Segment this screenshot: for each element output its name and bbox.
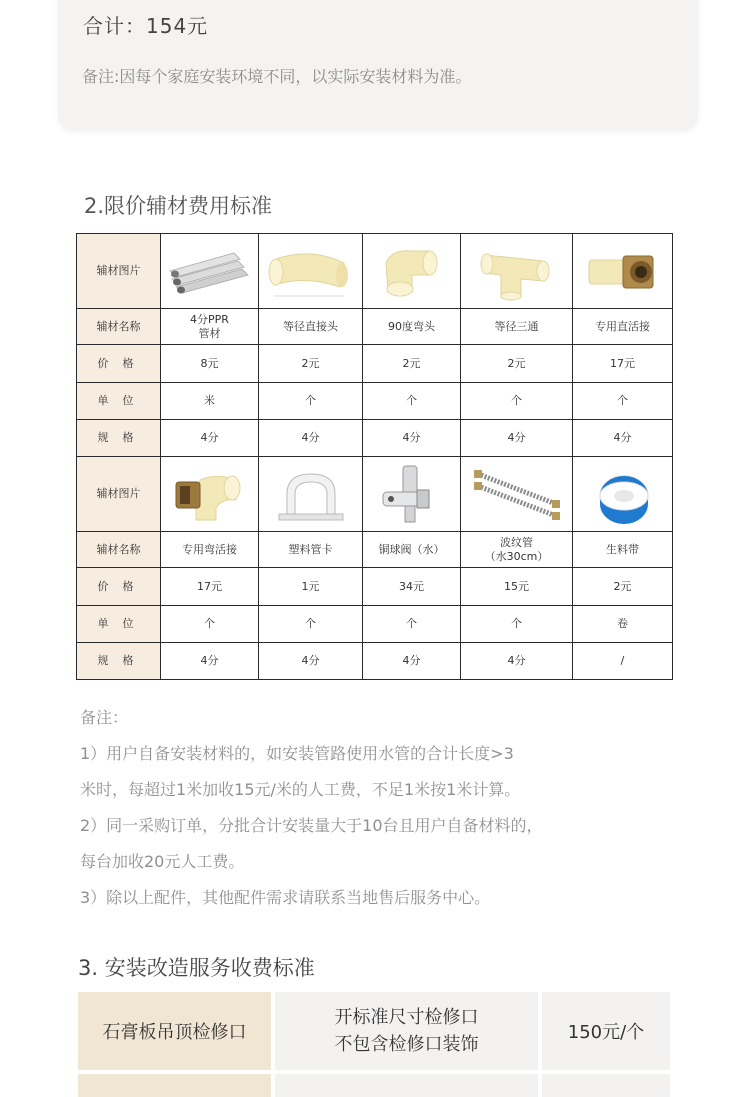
cell-unit: 个	[363, 383, 461, 420]
aux-materials-table	[76, 233, 673, 680]
table-row	[77, 568, 673, 606]
cell-name: 4分PPR 管材	[161, 309, 259, 345]
row-label-price: 价格	[77, 568, 161, 606]
ptfe-tape-icon	[588, 464, 658, 524]
cell-spec: 4分	[259, 643, 363, 680]
service-row	[78, 1074, 670, 1097]
cell-spec: 4分	[573, 420, 673, 457]
table-row	[77, 383, 673, 420]
note-line: 米时，每超过1米加收15元/米的人工费，不足1米按1米计算。	[80, 780, 521, 799]
cell-name: 生料带	[573, 532, 673, 568]
row-label-spec: 规格	[77, 420, 161, 457]
elbow-90-icon	[372, 241, 452, 301]
service-item	[78, 1074, 271, 1097]
cell-unit: 卷	[573, 606, 673, 643]
cell-price: 2元	[259, 345, 363, 383]
total-price: 合计：154元	[83, 14, 209, 38]
cell-spec: 4分	[461, 643, 573, 680]
note-line: 3）除以上配件，其他配件需求请联系当地售后服务中心。	[80, 888, 491, 907]
service-desc: 开标准尺寸检修口 不包含检修口装饰	[275, 992, 538, 1070]
service-price: 150元/个	[542, 992, 670, 1070]
pipe-clip-icon	[271, 464, 351, 524]
row-label-image: 辅材图片	[77, 457, 161, 532]
table-row	[77, 309, 673, 345]
cell-price: 34元	[363, 568, 461, 606]
cell-name: 等径直接头	[259, 309, 363, 345]
ball-valve-icon	[377, 462, 447, 526]
cell-name: 铜球阀（水）	[363, 532, 461, 568]
elbow-union-icon	[170, 464, 250, 524]
cell-spec: 4分	[363, 643, 461, 680]
table-row	[77, 345, 673, 383]
section-2-title: 2.限价辅材费用标准	[84, 194, 273, 218]
cell-spec: 4分	[363, 420, 461, 457]
cell-unit: 个	[259, 383, 363, 420]
table-row	[77, 606, 673, 643]
tee-fitting-icon	[477, 241, 557, 301]
corrugated-hose-icon	[472, 464, 562, 524]
cell-unit: 个	[573, 383, 673, 420]
service-row	[78, 992, 670, 1070]
note-line: 2）同一采购订单，分批合计安装量大于10台且用户自备材料的，	[80, 816, 543, 835]
notes-heading: 备注：	[80, 708, 129, 727]
cell-unit: 个	[461, 383, 573, 420]
cell-price: 15元	[461, 568, 573, 606]
straight-union-icon	[583, 246, 663, 296]
cell-price: 17元	[161, 568, 259, 606]
cell-spec: 4分	[259, 420, 363, 457]
table-row	[77, 643, 673, 680]
service-item: 石膏板吊顶检修口	[78, 992, 271, 1070]
cell-name: 90度弯头	[363, 309, 461, 345]
cell-price: 17元	[573, 345, 673, 383]
table-row	[77, 420, 673, 457]
ppr-pipe-icon	[168, 247, 252, 295]
cell-unit: 个	[161, 606, 259, 643]
row-label-name: 辅材名称	[77, 532, 161, 568]
cell-name: 专用直活接	[573, 309, 673, 345]
row-label-unit: 单位	[77, 606, 161, 643]
cell-spec: 4分	[161, 420, 259, 457]
cell-unit: 个	[259, 606, 363, 643]
cell-name: 专用弯活接	[161, 532, 259, 568]
table-row	[77, 532, 673, 568]
cell-name: 塑料管卡	[259, 532, 363, 568]
cell-price: 2元	[461, 345, 573, 383]
cell-name: 等径三通	[461, 309, 573, 345]
cell-spec: 4分	[461, 420, 573, 457]
cell-spec: 4分	[161, 643, 259, 680]
row-label-unit: 单位	[77, 383, 161, 420]
summary-note: 备注:因每个家庭安装环境不同，以实际安装材料为准。	[82, 67, 472, 86]
row-label-price: 价格	[77, 345, 161, 383]
notes-block	[80, 700, 680, 916]
cell-price: 1元	[259, 568, 363, 606]
cell-unit: 个	[363, 606, 461, 643]
cell-price: 2元	[573, 568, 673, 606]
cell-name: 波纹管 （水30cm）	[461, 532, 573, 568]
row-label-name: 辅材名称	[77, 309, 161, 345]
row-label-image: 辅材图片	[77, 234, 161, 309]
cell-unit: 米	[161, 383, 259, 420]
table-row	[77, 234, 673, 309]
row-label-spec: 规格	[77, 643, 161, 680]
service-price	[542, 1074, 670, 1097]
table-row	[77, 457, 673, 532]
cell-spec: /	[573, 643, 673, 680]
straight-coupling-icon	[266, 241, 356, 301]
section-3-title: 3. 安装改造服务收费标准	[78, 956, 315, 980]
cell-unit: 个	[461, 606, 573, 643]
cell-price: 2元	[363, 345, 461, 383]
service-desc	[275, 1074, 538, 1097]
note-line: 1）用户自备安装材料的，如安装管路使用水管的合计长度>3	[80, 744, 514, 763]
note-line: 每台加收20元人工费。	[80, 852, 245, 871]
cell-price: 8元	[161, 345, 259, 383]
